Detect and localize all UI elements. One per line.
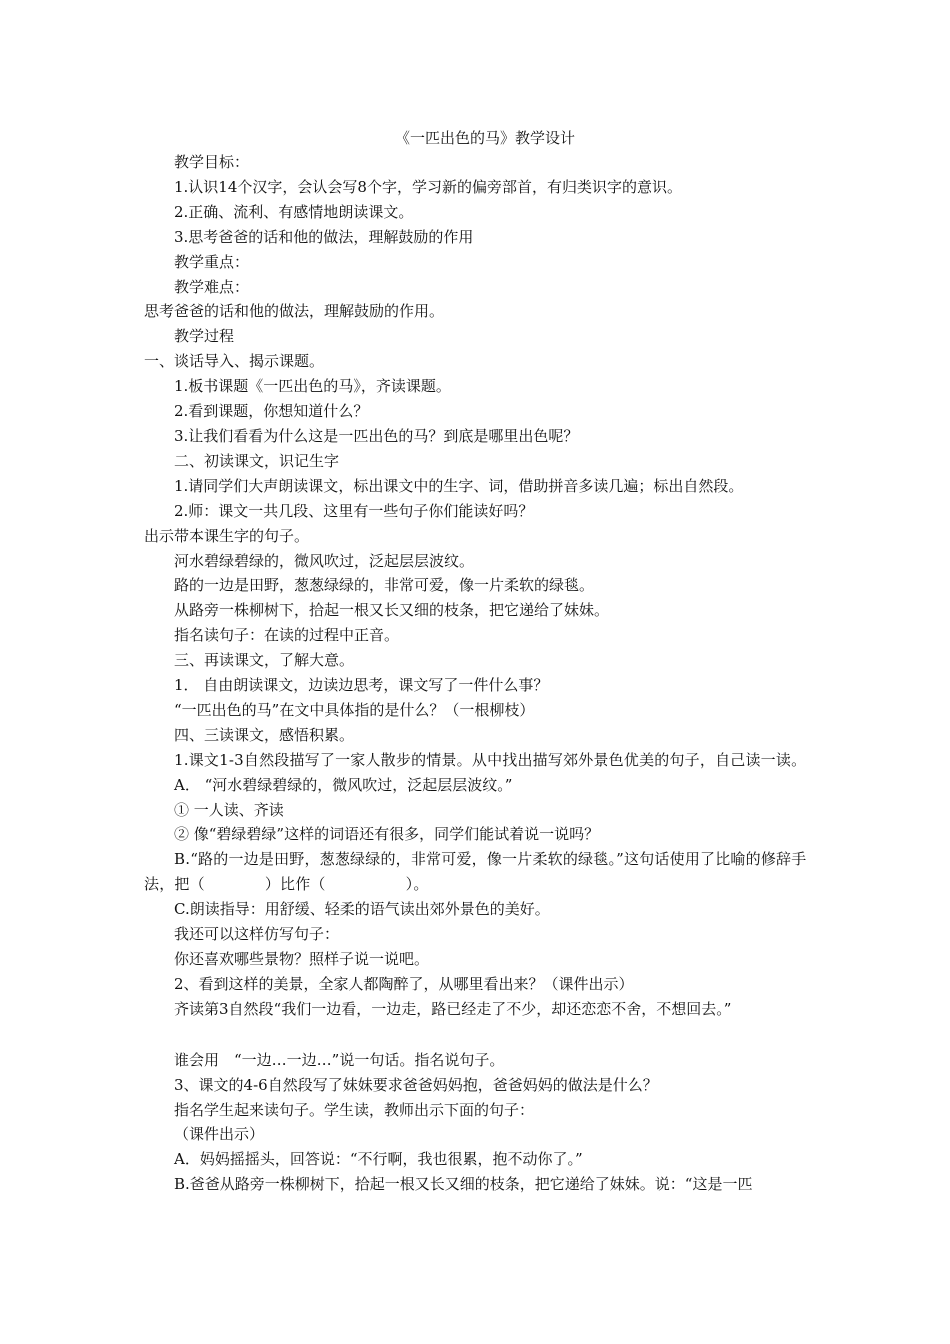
item-b-text: B.“路的一边是田野，葱葱绿绿的，非常可爱，像一片柔软的绿毯。”这句话使用了比喻的修辞手法，把（ [144,850,807,894]
sentence-3: 从路旁一株柳树下，拾起一根又长又细的枝条，把它递给了妹妹。 [174,601,610,620]
quote-a: A．妈妈摇摇头，回答说：“不行啊，我也很累，抱不动你了。” [174,1150,583,1169]
section-4-heading: 四、三读课文，感悟积累。 [174,725,355,744]
step-1-1: 1.板书课题《一匹出色的马》，齐读课题。 [174,377,451,396]
item-a-2: ② 像“碧绿碧绿”这样的词语还有很多，同学们能试着说一说吗？ [174,825,600,844]
objective-2: 2.正确、流利、有感情地朗读课文。 [174,202,414,221]
step-4-2: 2、看到这样的美景，全家人都陶醉了，从哪里看出来？（课件出示） [174,974,634,993]
item-a: A． “河水碧绿碧绿的，微风吹过，泛起层层波纹。” [174,775,513,794]
step-4-1: 1.课文1-3自然段描写了一家人散步的情景。从中找出描写郊外景色优美的句子，自己读一读。 [174,750,807,769]
step-4-3: 3、课文的4-6自然段写了妹妹要求爸爸妈妈抱，爸爸妈妈的做法是什么？ [174,1075,658,1094]
section-3-heading: 三、再读课文，了解大意。 [174,651,355,670]
favorite-scenery: 你还喜欢哪些景物？照样子说一说吧。 [174,950,430,968]
step-3-question: “一匹出色的马”在文中具体指的是什么？（一根柳枝） [174,700,535,719]
section-1-heading: 一、谈话导入、揭示课题。 [144,352,325,371]
heading-key-points: 教学重点： [174,252,250,271]
heading-objectives: 教学目标： [174,153,250,171]
sentence-2: 路的一边是田野，葱葱绿绿的，非常可爱，像一片柔软的绿毯。 [174,576,595,595]
item-b-mid: ）比作（ [264,875,326,894]
step-1-3: 3.让我们看看为什么这是一匹出色的马？到底是哪里出色呢？ [174,426,579,445]
item-b [144,847,810,897]
objective-1: 1.认识14个汉字，会认会写8个字，学习新的偏旁部首，有归类识字的意识。 [174,177,682,196]
objective-3: 3.思考爸爸的话和他的做法，理解鼓励的作用 [174,227,474,246]
item-b-end: ）。 [405,875,429,894]
item-c: C.朗读指导：用舒缓、轻柔的语气读出郊外景色的美好。 [174,900,550,919]
heading-difficulties: 教学难点： [174,277,250,296]
heading-process: 教学过程 [174,327,235,346]
step-2-1: 1.请同学们大声朗读课文，标出课文中的生字、词，借助拼音多读几遍；标出自然段。 [174,476,744,495]
difficulty-text: 思考爸爸的话和他的做法，理解鼓励的作用。 [144,302,445,321]
imitation-line: 我还可以这样仿写句子： [174,925,340,944]
sentence-1: 河水碧绿碧绿的，微风吹过，泛起层层波纹。 [174,551,475,570]
section-2-heading: 二、初读课文，识记生字 [174,451,340,470]
doc-body [144,150,810,1197]
doc-title: 《一匹出色的马》教学设计 [394,129,575,147]
step-4-2-sentence: 谁会用 “一边…一边…”说一句话。指名说句子。 [174,1050,505,1069]
step-3-1: 1． 自由朗读课文，边读边思考，课文写了一件什么事？ [174,676,549,695]
step-4-2-reading: 齐读第3自然段“我们一边看，一边走，路已经走了不少，却还恋恋不舍，不想回去。” [174,999,732,1018]
courseware-note: （课件出示） [174,1125,265,1144]
step-4-3-reading: 指名学生起来读句子。学生读，教师出示下面的句子： [174,1100,535,1119]
step-2-reading: 指名读句子：在读的过程中正音。 [174,626,400,645]
step-2-2: 2.师：课文一共几段、这里有一些句子你们能读好吗？ [174,501,534,520]
step-2-note: 出示带本课生字的句子。 [144,526,310,545]
step-1-2: 2.看到课题，你想知道什么？ [174,402,369,421]
item-a-1: ① 一人读、齐读 [174,800,284,819]
quote-b: B.爸爸从路旁一株柳树下，拾起一根又长又细的枝条，把它递给了妹妹。说：“这是一匹 [174,1175,753,1194]
